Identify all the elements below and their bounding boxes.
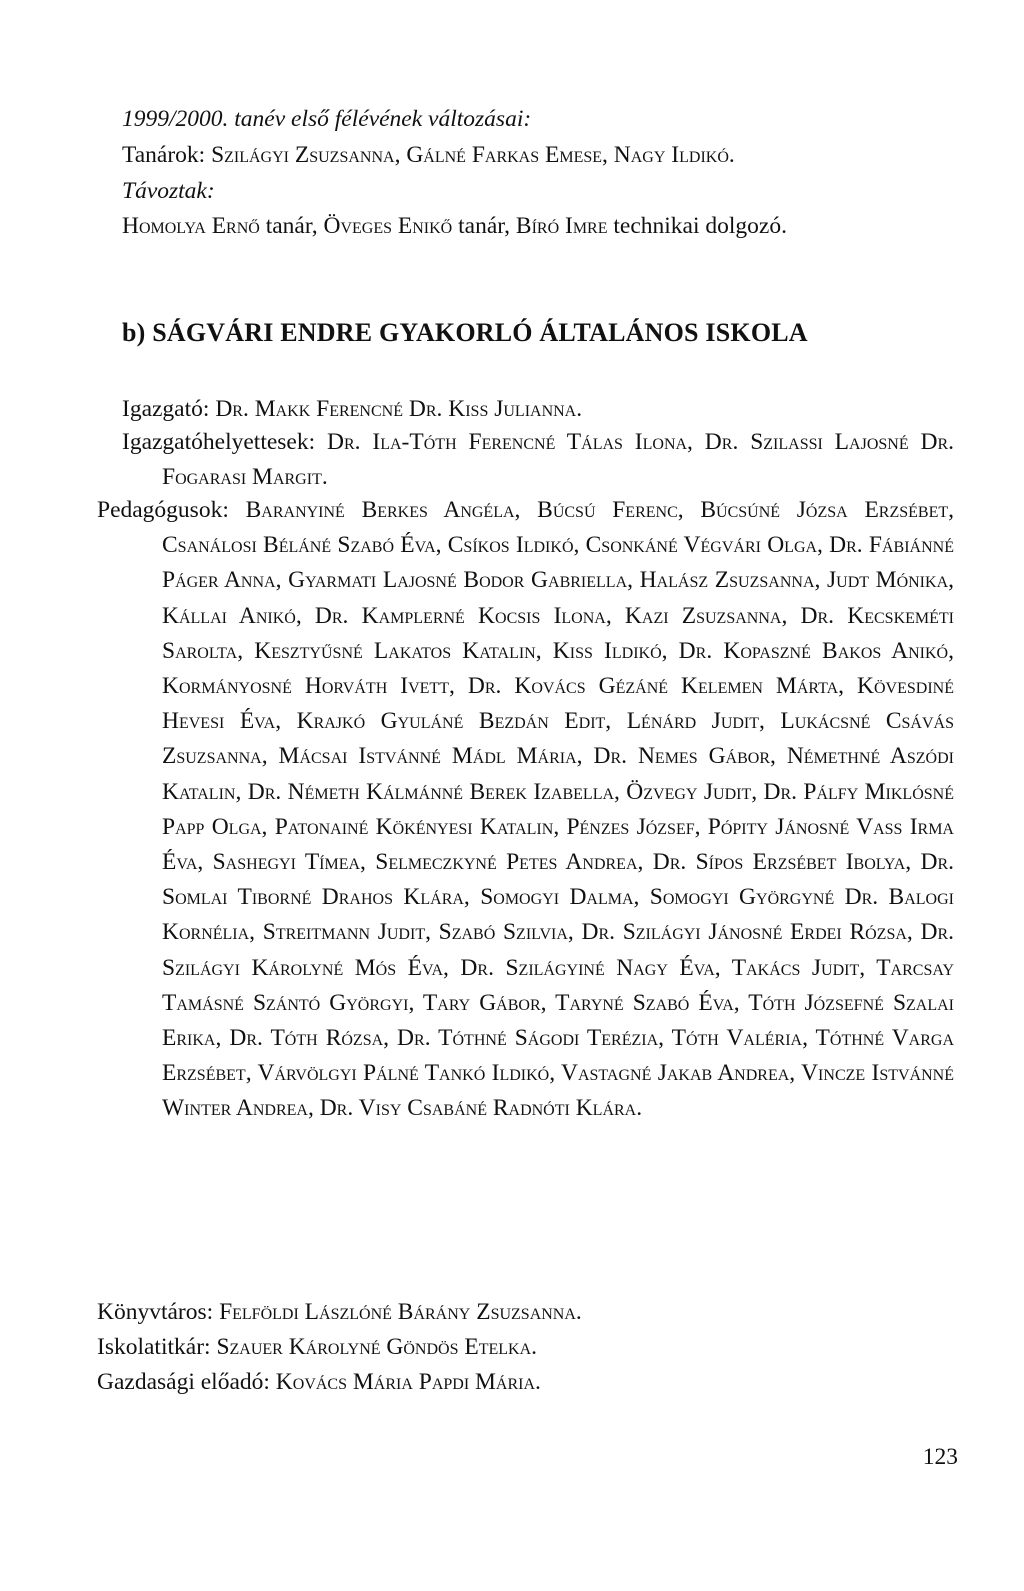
librarian-label: Könyvtáros: [97,1299,214,1325]
deputies-label: Igazgatóhelyettesek: [122,429,316,455]
teachers-label: Pedagógusok: [97,497,229,523]
semester-changes-title: 1999/2000. tanév első félévének változásai: [122,106,532,132]
principal-name: Dr. Makk Ferencné Dr. Kiss Julianna. [215,396,583,422]
deputies-names: Dr. Ila-Tóth Ferencné Tálas Ilona, Dr. Szilassi Lajosné Dr. Fogarasi Margit. [162,429,954,491]
departed-label: Távoztak: [122,178,215,204]
semester-teachers-names: Szilágyi Zsuzsanna, Gálné Farkas Emese, Nagy Ildikó. [211,142,735,168]
principal-label: Igazgató: [122,396,210,422]
teachers-names: Baranyiné Berkes Angéla, Búcsú Ferenc, Búcsúné Józsa Erzsébet, Csanálosi Béláné Szabó Éva, Csíkos Ildikó, Csonkáné Végvári Olga, Dr. Fábiánné Páger Anna, Gyarmati Lajosné Bodor Gabriella, Halász Zsuzsanna, Judt Mónika, Kállai Anikó, Dr. Kamplerné Kocsis Ilona, Kazi Zsuzsanna, Dr. Kecskeméti Sarolta, Kesztyűsné Lakatos Katalin, Kiss Ildikó, Dr. Kopaszné Bakos Anikó, Kormányosné Horváth Ivett, Dr. Kovács Gézáné Kelemen Márta, Kövesdiné Hevesi Éva, Krajkó Gyuláné Bezdán Edit, Lénárd Judit, Lukácsné Csávás Zsuzsanna, Mácsai Istvánné Mádl Mária, Dr. Nemes Gábor, Némethné Aszódi Katalin, Dr. Németh Kálmánné Berek Izabella, Özvegy Judit, Dr. Pálfy Miklósné Papp Olga, Patonainé Kökényesi Katalin, Pénzes József, Pópity Jánosné Vass Irma Éva, Sashegyi Tímea, Selmeczkyné Petes Andrea, Dr. Sípos Erzsébet Ibolya, Dr. Somlai Tiborné Drahos Klára, Somogyi Dalma, Somogyi Györgyné Dr. Balogi Kornélia, Streitmann Judit, Szabó Szilvia, Dr. Szilágyi Jánosné Erdei Rózsa, Dr. Szilágyi Károlyné Mós Éva, Dr. Szilágyiné Nagy Éva, Takács Judit, Tarcsay Tamásné Szántó Györgyi, Tary Gábor, Taryné Szabó Éva, Tóth Józsefné Szalai Erika, Dr. Tóth Rózsa, Dr. Tóthné Ságodi Terézia, Tóth Valéria, Tóthné Varga Erzsébet, Várvölgyi Pálné Tankó Ildikó, Vastagné Jakab Andrea, Vincze Istvánné Winter Andrea, Dr. Visy Csabáné Radnóti Klára. [162,497,955,1122]
administrator-label: Gazdasági előadó: [97,1369,270,1395]
librarian-name: Felföldi Lászlóné Bárány Zsuzsanna. [219,1299,582,1325]
departed-name-1: Homolya Ernő [122,213,260,239]
semester-teachers-label: Tanárok: [122,142,206,168]
school-section-heading: b) SÁGVÁRI ENDRE GYAKORLÓ ÁLTALÁNOS ISKOLA [122,318,808,347]
secretary-line [97,1332,537,1362]
teachers-entry [97,493,954,1127]
departed-role-1: tanár, [259,213,324,239]
administrator-name: Kovács Mária Papdi Mária. [275,1369,541,1395]
administrator-line [97,1367,541,1397]
librarian-line [97,1297,582,1327]
departed-name-2: Öveges Enikő [323,213,453,239]
departed-line [122,211,787,241]
deputies-entry [122,425,954,495]
departed-role-2: tanár, [452,213,516,239]
departed-name-3: Bíró Imre [515,213,608,239]
page-number: 123 [922,1444,958,1470]
secretary-name: Szauer Károlyné Göndös Etelka. [216,1334,538,1360]
secretary-label: Iskolatitkár: [97,1334,211,1360]
semester-teachers-line [122,140,735,170]
departed-role-3: technikai dolgozó. [607,213,787,239]
principal-line [122,394,582,424]
